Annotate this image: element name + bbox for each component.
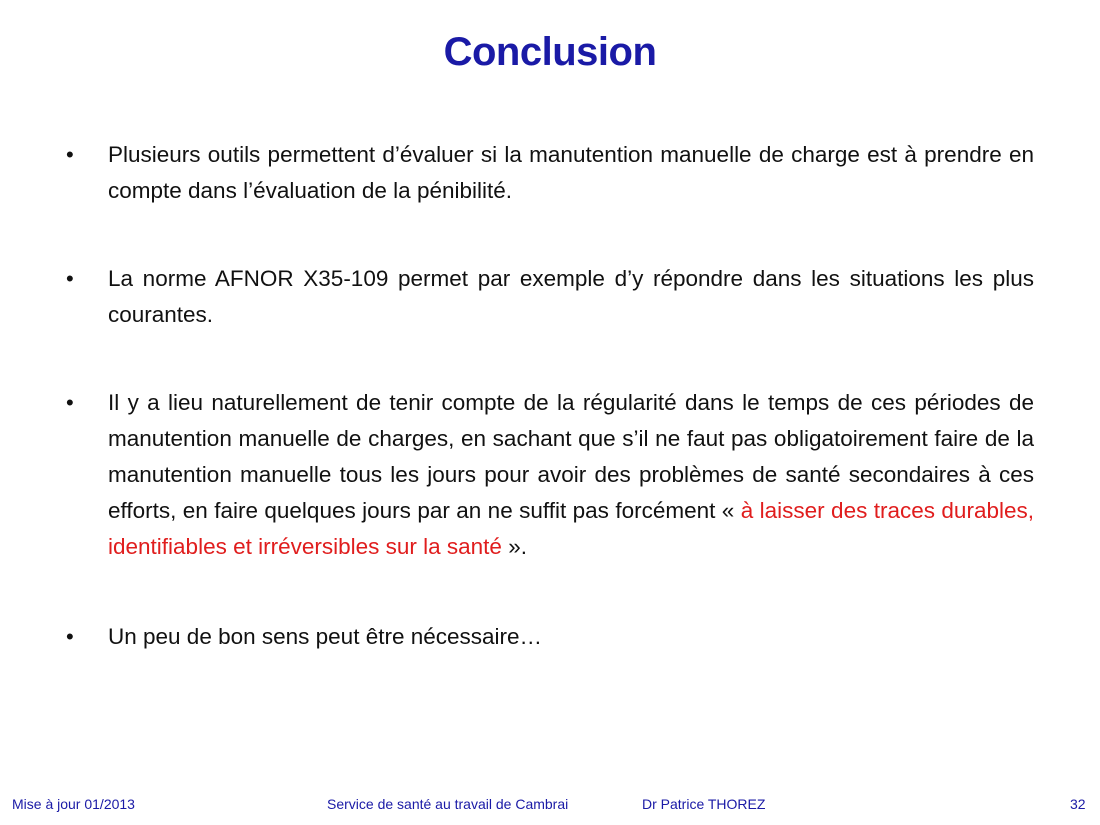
bullet-text: Un peu de bon sens peut être nécessaire…: [108, 624, 543, 649]
slide-title: Conclusion: [443, 30, 657, 74]
bullet-item: [66, 385, 1034, 565]
bullet-text: La norme AFNOR X35-109 permet par exemple d’y répondre dans les situations les plus courantes.: [108, 266, 1034, 327]
footer-page-number: 32: [1070, 796, 1086, 812]
bullet-item: [66, 137, 1034, 209]
bullet-dot: •: [66, 390, 74, 415]
bullet-item: [66, 261, 1034, 333]
bullet-list: [66, 137, 1034, 655]
footer-update-date: Mise à jour 01/2013: [12, 796, 135, 812]
bullet-dot: •: [66, 142, 74, 167]
bullet-text-trail: ».: [501, 534, 527, 559]
bullet-text-lead: Il y a lieu naturellement de tenir compte de la régularité dans le temps de ces périodes de manutention manuelle de charges, en sachant que s’il ne faut pas obligatoirement faire de la manutention manuelle tous les jours pour avoir des problèmes de santé secondaires à ces efforts, en faire quelques jours par an ne suffit pas forcément «: [108, 390, 1034, 523]
bullet-dot: •: [66, 624, 74, 649]
footer-author: Dr Patrice THOREZ: [642, 796, 766, 812]
bullet-text: Plusieurs outils permettent d’évaluer si la manutention manuelle de charge est à prendre en compte dans l’évaluation de la pénibilité.: [108, 142, 1034, 203]
bullet-text: [108, 390, 1034, 559]
footer-service-name: Service de santé au travail de Cambrai: [327, 796, 569, 812]
bullet-item: [66, 619, 1034, 655]
bullet-dot: •: [66, 266, 74, 291]
highlighted-quote: à laisser des traces durables, identifiables et irréversibles sur la santé: [108, 498, 1034, 559]
